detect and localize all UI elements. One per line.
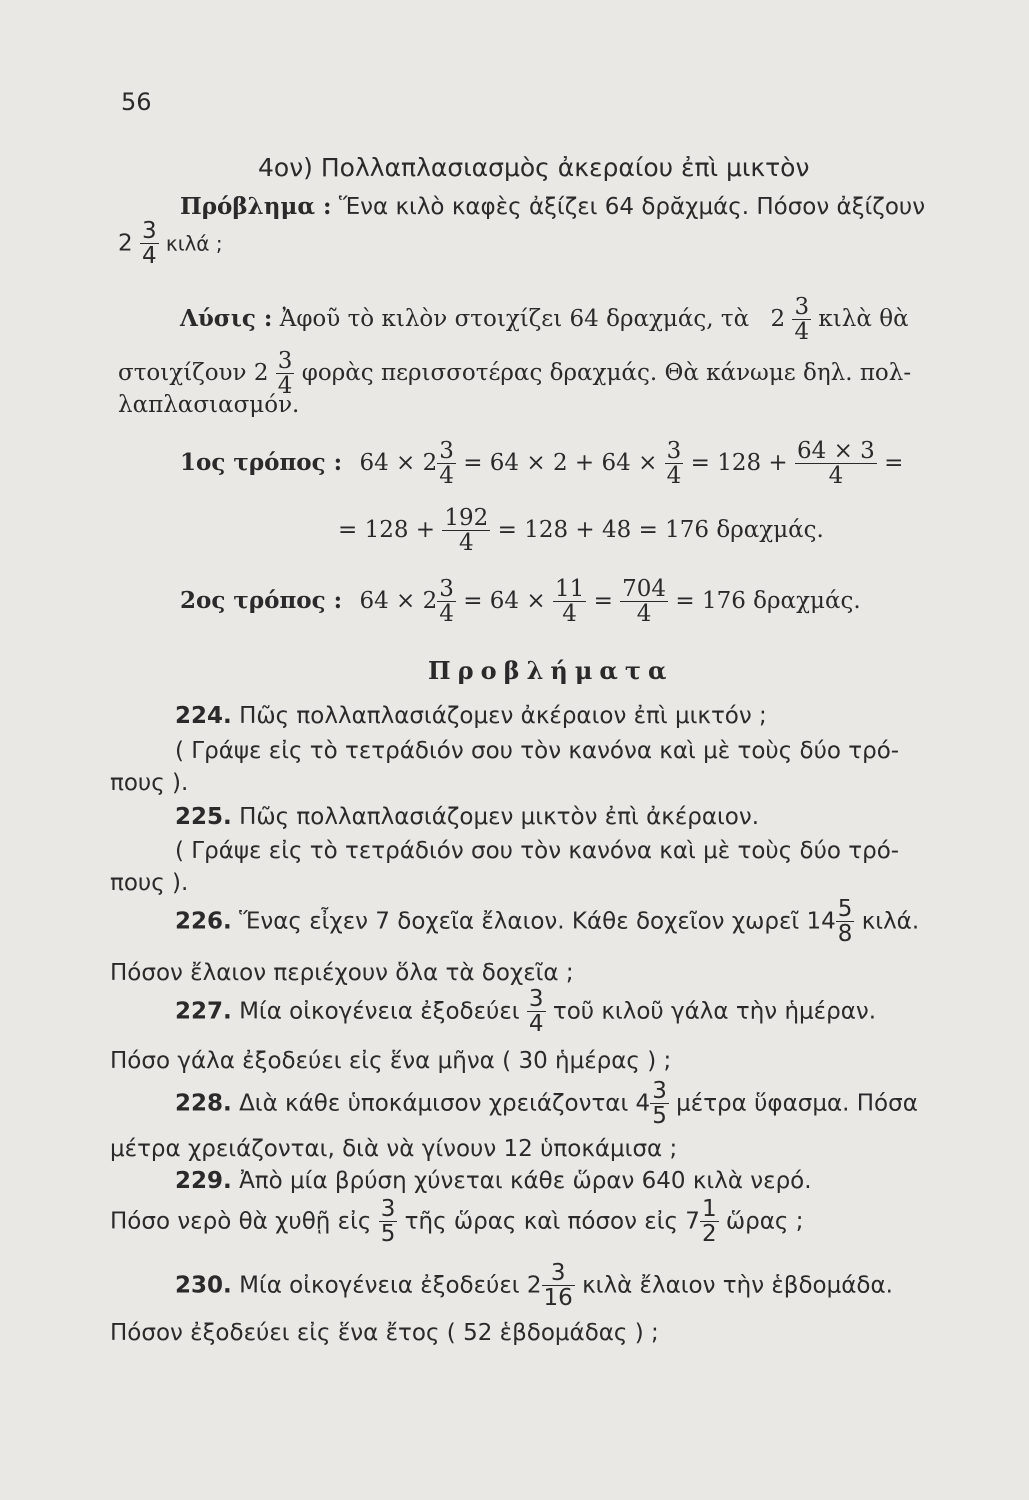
problem-230-line-1 bbox=[175, 1262, 893, 1310]
expr: = 128 + 48 = 176 δραχμάς. bbox=[497, 517, 824, 543]
problem-text: Πῶς πολλαπλασιάζομεν μικτὸν ἐπὶ ἀκέραιον. bbox=[239, 804, 760, 830]
problem-text: Ἕνας εἶχεν 7 δοχεῖα ἔλαιον. Κάθε δοχεῖον χωρεῖ 14 bbox=[239, 908, 836, 935]
numerator: 3 bbox=[277, 348, 293, 374]
numerator: 3 bbox=[439, 438, 454, 464]
fraction bbox=[379, 1198, 398, 1246]
problem-number: 225. bbox=[175, 804, 232, 830]
denominator: 4 bbox=[442, 530, 490, 555]
numerator: 3 bbox=[550, 1260, 566, 1286]
problem-225-line-3: πους ). bbox=[110, 870, 189, 896]
fraction bbox=[437, 578, 456, 626]
problem-number: 230. bbox=[175, 1272, 232, 1299]
expr: = bbox=[593, 588, 613, 614]
fraction bbox=[620, 578, 668, 626]
problem-228-line-2: μέτρα χρειάζονται, διὰ νὰ γίνουν 12 ὑποκάμισα ; bbox=[110, 1136, 678, 1162]
fraction bbox=[836, 898, 855, 946]
problem-text: Διὰ κάθε ὑποκάμισον χρειάζονται 4 bbox=[239, 1090, 651, 1117]
fraction bbox=[795, 440, 877, 488]
numerator: 3 bbox=[380, 1196, 396, 1222]
fraction bbox=[542, 1262, 575, 1310]
expr: = 64 × 2 + 64 × bbox=[463, 450, 658, 476]
problem-number: 228. bbox=[175, 1090, 232, 1117]
problem-number: 226. bbox=[175, 908, 232, 935]
denominator: 4 bbox=[666, 463, 682, 489]
problem-text: Ἕνα κιλὸ καφὲς ἀξίζει 64 δρᾰχμάς. Πόσον ἀξίζουν bbox=[338, 194, 926, 220]
problem-text: Πῶς πολλαπλασιάζομεν ἀκέραιον ἐπὶ μικτόν ; bbox=[239, 703, 767, 729]
denominator: 4 bbox=[528, 1011, 544, 1037]
denominator: 4 bbox=[277, 373, 293, 399]
problem-number: 224. bbox=[175, 703, 232, 729]
expr: = 64 × bbox=[463, 588, 546, 614]
method-1-line-2 bbox=[338, 507, 824, 555]
denominator: 4 bbox=[795, 463, 877, 488]
problem-text: κιλὰ ἔλαιον τὴν ἑβδομάδα. bbox=[582, 1272, 893, 1299]
fraction bbox=[276, 350, 295, 398]
solution-text-2a: στοιχίζουν bbox=[118, 360, 247, 386]
problems-heading: Προβλήματα bbox=[428, 656, 674, 685]
problem-227-line-1 bbox=[175, 988, 876, 1036]
problem-text-2: κιλά ; bbox=[165, 231, 223, 256]
expr: 64 × 2 bbox=[359, 588, 438, 614]
problem-225-line-2: ( Γράψε εἰς τὸ τετράδιόν σου τὸν κανόνα καὶ μὲ τοὺς δύο τρό- bbox=[175, 838, 900, 864]
problem-number: 229. bbox=[175, 1168, 232, 1194]
numerator: 192 bbox=[444, 505, 489, 531]
denominator: 2 bbox=[701, 1221, 717, 1247]
mixed-whole: 2 bbox=[770, 306, 786, 332]
problem-text: Μία οἰκογένεια ἐξοδεύει 2 bbox=[239, 1272, 542, 1299]
solution-label: Λύσις : bbox=[180, 305, 273, 332]
numerator: 3 bbox=[141, 218, 157, 244]
page-number: 56 bbox=[121, 88, 152, 116]
fraction bbox=[665, 440, 684, 488]
expr: = 128 + bbox=[690, 450, 788, 476]
denominator: 4 bbox=[439, 601, 454, 627]
numerator: 3 bbox=[794, 294, 810, 320]
problem-229-line-2 bbox=[110, 1198, 803, 1246]
numerator: 1 bbox=[701, 1196, 717, 1222]
problem-text: ὥρας ; bbox=[725, 1208, 804, 1235]
method-1-line-1 bbox=[180, 440, 903, 488]
expr: = 128 + bbox=[338, 517, 436, 543]
numerator: 5 bbox=[837, 896, 853, 922]
problem-228-line-1 bbox=[175, 1080, 918, 1128]
fraction bbox=[553, 578, 586, 626]
fraction bbox=[140, 220, 159, 268]
problem-224-line-3: πους ). bbox=[110, 770, 189, 796]
numerator: 11 bbox=[554, 576, 585, 602]
solution-text-1b: κιλὰ θὰ bbox=[818, 306, 909, 332]
solution-line-3: λαπλασιασμόν. bbox=[118, 392, 300, 418]
mixed-whole: 2 bbox=[253, 360, 269, 386]
solution-line-1 bbox=[180, 296, 909, 344]
mixed-whole: 2 bbox=[118, 230, 133, 257]
method-2-line bbox=[180, 578, 861, 626]
problem-text: Ἀπὸ μία βρύση χύνεται κάθε ὥραν 640 κιλὰ νερό. bbox=[239, 1168, 812, 1194]
problem-text: Πόσο νερὸ θὰ χυθῇ εἰς bbox=[110, 1208, 372, 1235]
mixed-number bbox=[118, 220, 159, 268]
fraction bbox=[437, 440, 456, 488]
method-1-label: 1ος τρόπος : bbox=[180, 449, 343, 476]
problem-text: τοῦ κιλοῦ γάλα τὴν ἡμέραν. bbox=[552, 998, 877, 1025]
problem-label: Πρόβλημα : bbox=[180, 193, 332, 220]
numerator: 3 bbox=[666, 438, 682, 464]
section-title: 4ον) Πολλαπλασιασμὸς ἀκεραίου ἐπὶ μικτὸν bbox=[258, 153, 810, 182]
denominator: 4 bbox=[794, 319, 810, 345]
solution-text-1a: Ἀφοῦ τὸ κιλὸν στοιχίζει 64 δραχμάς, τὰ bbox=[279, 306, 750, 332]
numerator: 704 bbox=[622, 576, 667, 602]
denominator: 5 bbox=[652, 1103, 667, 1129]
fraction bbox=[650, 1080, 669, 1128]
denominator: 16 bbox=[543, 1285, 573, 1311]
numerator: 3 bbox=[528, 986, 544, 1012]
problem-line-2 bbox=[118, 220, 223, 268]
fraction bbox=[442, 507, 490, 555]
problem-229-line-1 bbox=[175, 1168, 812, 1194]
problem-226-line-1 bbox=[175, 898, 919, 946]
mixed-number bbox=[254, 350, 295, 398]
denominator: 4 bbox=[553, 601, 586, 626]
solution-text-2b: φορὰς περισσοτέρας δραχμάς. Θὰ κάνωμε δηλ. πολ- bbox=[301, 360, 912, 386]
fraction bbox=[700, 1198, 719, 1246]
problem-224-line-1 bbox=[175, 703, 767, 729]
problem-number: 227. bbox=[175, 998, 232, 1025]
numerator: 3 bbox=[652, 1078, 667, 1104]
fraction bbox=[792, 296, 811, 344]
problem-text: κιλά. bbox=[861, 908, 920, 935]
problem-230-line-2: Πόσον ἐξοδεύει εἰς ἕνα ἔτος ( 52 ἑβδομάδας ) ; bbox=[110, 1320, 659, 1346]
problem-227-line-2: Πόσο γάλα ἐξοδεύει εἰς ἕνα μῆνα ( 30 ἡμέρας ) ; bbox=[110, 1048, 672, 1074]
problem-text: μέτρα ὕφασμα. Πόσα bbox=[676, 1090, 918, 1117]
denominator: 5 bbox=[380, 1221, 396, 1247]
method-2-label: 2ος τρόπος : bbox=[180, 587, 343, 614]
numerator: 64 × 3 bbox=[797, 438, 875, 464]
problem-line-1 bbox=[180, 193, 925, 220]
problem-225-line-1 bbox=[175, 804, 759, 830]
numerator: 3 bbox=[439, 576, 454, 602]
problem-224-line-2: ( Γράψε εἰς τὸ τετράδιόν σου τὸν κανόνα καὶ μὲ τοὺς δύο τρό- bbox=[175, 738, 900, 764]
expr: = 176 δραχμάς. bbox=[675, 588, 861, 614]
fraction bbox=[527, 988, 546, 1036]
expr: 64 × 2 bbox=[359, 450, 438, 476]
problem-text: Μία οἰκογένεια ἐξοδεύει bbox=[239, 998, 520, 1025]
denominator: 4 bbox=[439, 463, 454, 489]
solution-line-2 bbox=[118, 350, 911, 398]
problem-226-line-2: Πόσον ἔλαιον περιέχουν ὅλα τὰ δοχεῖα ; bbox=[110, 960, 574, 986]
problem-text: τῆς ὥρας καὶ πόσον εἰς 7 bbox=[404, 1208, 700, 1235]
expr: = bbox=[884, 450, 904, 476]
denominator: 4 bbox=[620, 601, 668, 626]
denominator: 8 bbox=[837, 921, 853, 947]
mixed-number bbox=[771, 296, 812, 344]
denominator: 4 bbox=[141, 243, 157, 269]
